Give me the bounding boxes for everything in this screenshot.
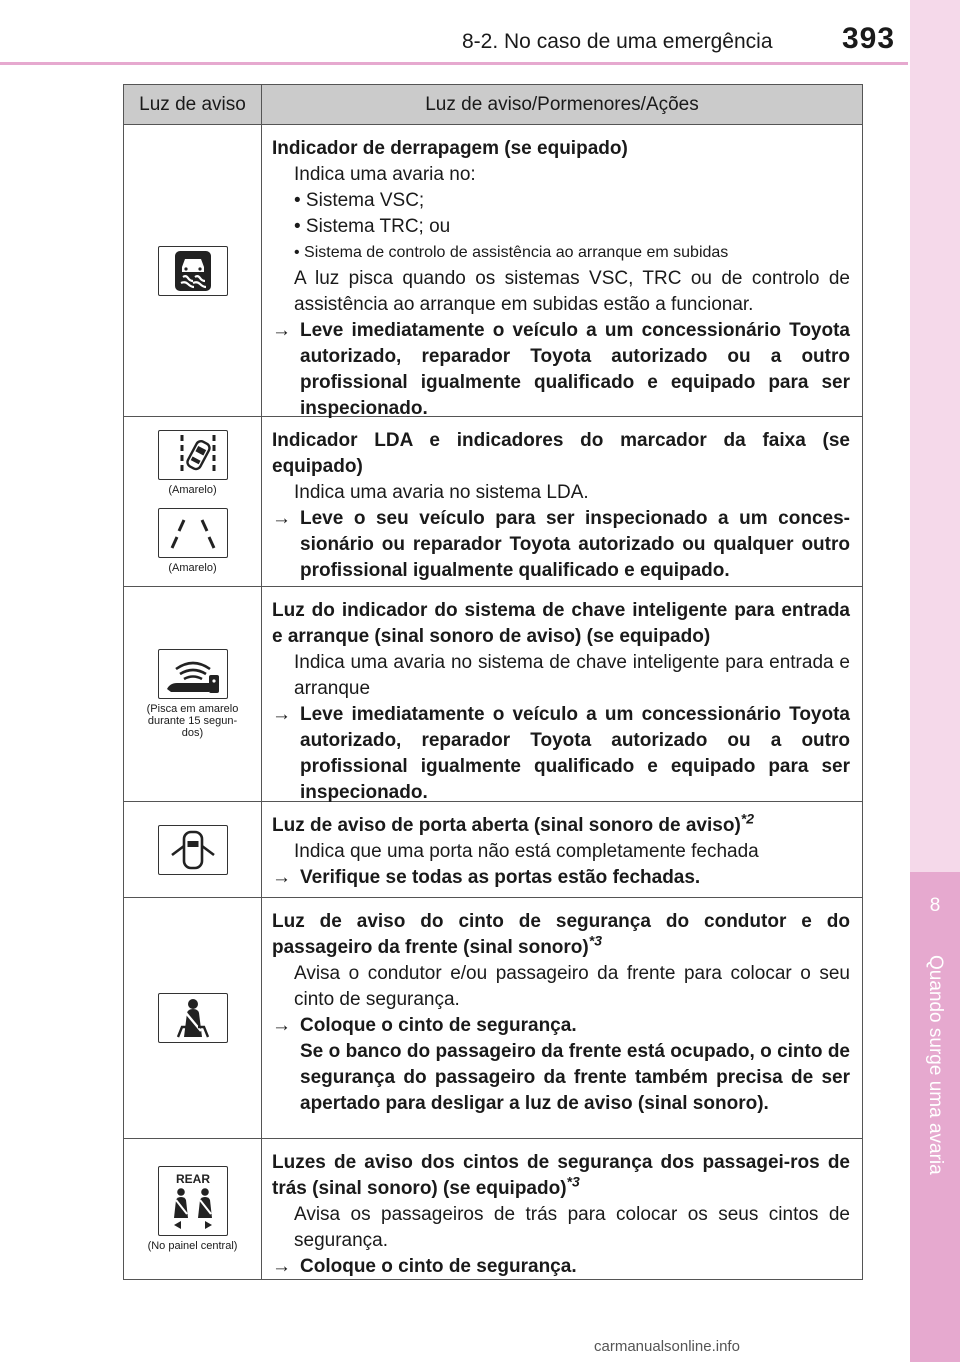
smart-key-icon: [158, 649, 228, 699]
skid-indicator-icon: [158, 246, 228, 296]
side-tab-light: [910, 0, 960, 872]
bullet-item: • Sistema TRC; ou: [294, 216, 451, 237]
arrow-icon: →: [272, 704, 291, 725]
icon-cell: [124, 802, 262, 897]
icon-cell: [124, 1139, 262, 1279]
arrow-icon: →: [272, 320, 291, 341]
warning-light-table: [123, 84, 863, 1280]
row-title: [272, 909, 850, 961]
bullet-item: • Sistema de controlo de assistência ao arranque em subidas: [294, 244, 729, 261]
icon-cell: [124, 125, 262, 416]
footnote-mark: *3: [566, 1173, 580, 1190]
row-title: Indicador LDA e indicadores do marcador da faixa (se equipado): [272, 430, 850, 477]
details-cell: [262, 1139, 862, 1279]
header-rule: [0, 62, 908, 65]
icon-caption: (Amarelo): [168, 561, 217, 574]
details-cell: [262, 802, 862, 897]
title-text: Luzes de aviso dos cintos de segurança dos passagei-ros de trás (sinal sonoro) (se equipado): [272, 1152, 850, 1199]
row-title: [272, 1150, 850, 1202]
row-description: Avisa o condutor e/ou passageiro da frente para colocar o seu cinto de segurança.: [294, 963, 850, 1010]
row-description: Indica que uma porta não está completamente fechada: [294, 841, 759, 862]
arrow-icon: →: [272, 1256, 291, 1277]
table-row: [124, 898, 862, 1139]
row-title: Indicador de derrapagem (se equipado): [272, 138, 628, 159]
icon-caption: (Amarelo): [168, 483, 217, 496]
col1-header: Luz de aviso: [124, 85, 262, 124]
arrow-icon: →: [272, 508, 291, 529]
rear-label: REAR: [175, 1172, 210, 1186]
table-row: [124, 802, 862, 898]
details-cell: [262, 125, 862, 419]
footnote-mark: *3: [588, 932, 602, 949]
details-cell: [262, 898, 862, 1138]
row-action: [272, 702, 850, 806]
lda-indicator-icon: [158, 430, 228, 480]
lane-marker-icon: [158, 508, 228, 558]
icon-caption: (Pisca em amarelo durante 15 segun-dos): [146, 703, 239, 739]
icon-cell: [124, 587, 262, 801]
row-action: [272, 865, 850, 891]
row-description: Indica uma avaria no sistema LDA.: [294, 482, 589, 503]
details-cell: [262, 587, 862, 801]
row-description: Indica uma avaria no:: [294, 164, 476, 185]
arrow-icon: →: [272, 1015, 291, 1036]
arrow-icon: →: [272, 867, 291, 888]
icon-cell: [124, 417, 262, 586]
rear-seatbelt-icon: [158, 1166, 228, 1236]
row-action: [272, 318, 850, 422]
icon-cell: [124, 898, 262, 1138]
action-text: Leve o seu veículo para ser inspecionado a um conces-sionário ou reparador Toyota autorizado ou qualquer outro profissional igualmente qualificado e equipado.: [300, 508, 850, 581]
row-title: [272, 810, 850, 839]
row-description: Avisa os passageiros de trás para colocar os seus cintos de segurança.: [294, 1204, 850, 1251]
action-text: Leve imediatamente o veículo a um concessionário Toyota autorizado, reparador Toyota autorizado ou a outro profissional igualmente qualificado e equipado para ser inspecionado.: [300, 704, 850, 803]
seatbelt-icon: [158, 993, 228, 1043]
icon-caption: (No painel central): [147, 1240, 238, 1252]
page-number: 393: [842, 22, 896, 55]
watermark: carmanualsonline.info: [594, 1338, 740, 1355]
table-row: [124, 125, 862, 417]
row-description-2: A luz pisca quando os sistemas VSC, TRC ou de controlo de assistência ao arranque em subidas estão a funcionar.: [294, 268, 850, 315]
title-text: Luz de aviso do cinto de segurança do condutor e do passageiro da frente (sinal sonoro): [272, 911, 850, 958]
table-row: [124, 587, 862, 802]
chapter-side-tab: [910, 0, 960, 1362]
door-open-icon: [158, 825, 228, 875]
action-text: Leve imediatamente o veículo a um concessionário Toyota autorizado, reparador Toyota autorizado ou a outro profissional igualmente qualificado e equipado para ser inspecionado.: [300, 320, 850, 419]
row-title: Luz do indicador do sistema de chave inteligente para entrada e arranque (sinal sonoro de aviso) (se equipado): [272, 600, 850, 647]
details-cell: [262, 417, 862, 586]
action-text: Coloque o cinto de segurança.: [300, 1256, 577, 1277]
col2-header: Luz de aviso/Pormenores/Ações: [425, 93, 699, 115]
action-text: Coloque o cinto de segurança.: [300, 1015, 577, 1036]
title-text: Luz de aviso de porta aberta (sinal sonoro de aviso): [272, 815, 741, 836]
section-title: 8-2. No caso de uma emergência: [462, 30, 773, 53]
table-row: [124, 1139, 862, 1279]
chapter-number: 8: [929, 895, 941, 916]
action-text: Verifique se todas as portas estão fechadas.: [300, 867, 701, 888]
row-action: [272, 1013, 850, 1039]
table-header: [124, 85, 862, 125]
bullet-item: • Sistema VSC;: [294, 190, 425, 211]
row-action: [272, 1254, 850, 1280]
row-action-detail: Se o banco do passageiro da frente está ocupado, o cinto de segurança do passageiro da frente também precisa de ser apertado para desligar a luz de aviso (sinal sonoro).: [300, 1041, 850, 1114]
row-action: [272, 506, 850, 584]
chapter-title: Quando surge uma avaria: [925, 955, 946, 1175]
table-row: [124, 417, 862, 587]
footnote-mark: *2: [740, 810, 755, 827]
row-description: Indica uma avaria no sistema de chave inteligente para entrada e arranque: [294, 652, 850, 699]
